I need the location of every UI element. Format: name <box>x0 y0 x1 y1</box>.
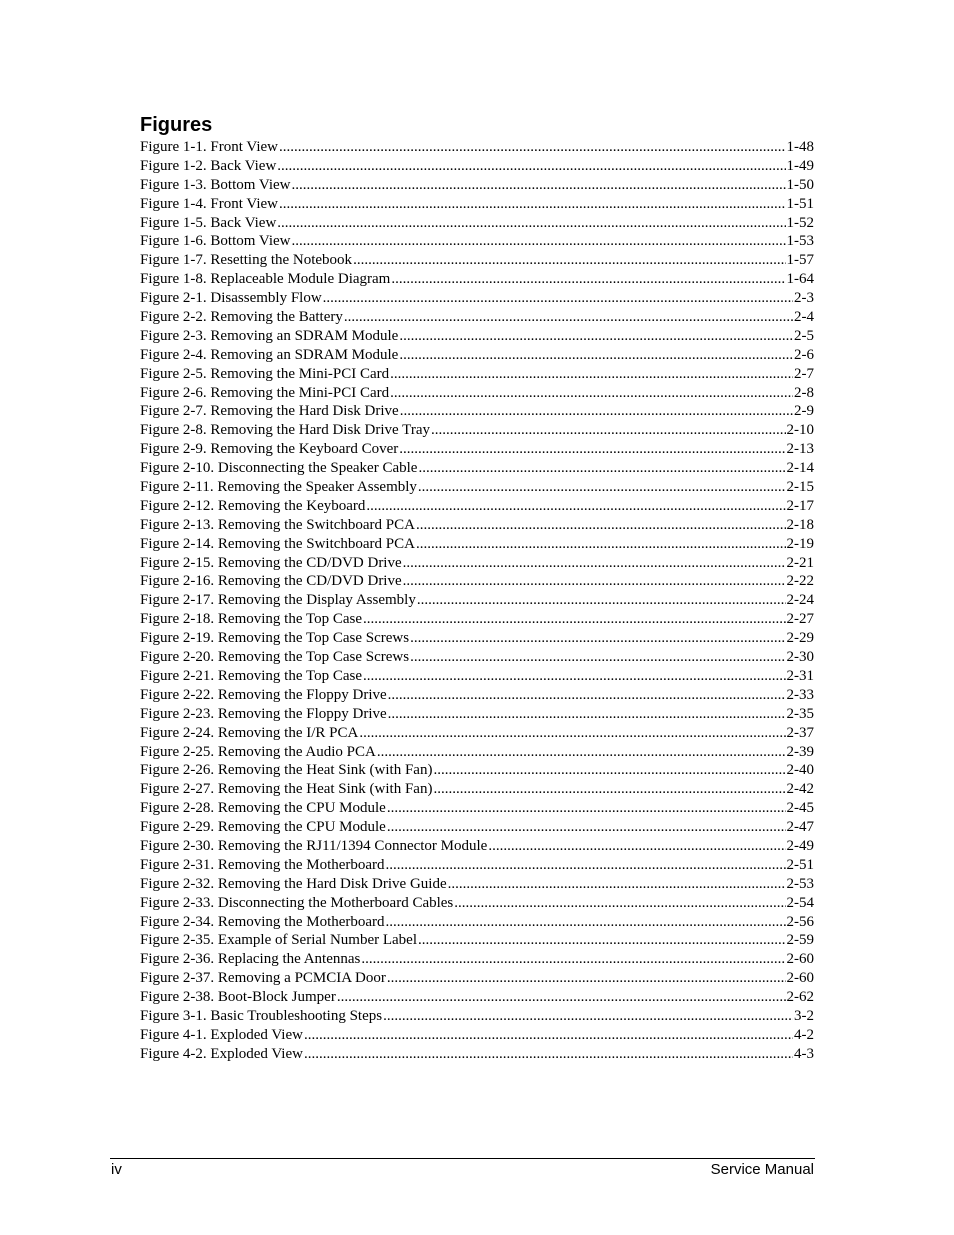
figure-entry-page: 2-59 <box>786 932 814 949</box>
figure-entry-page: 2-27 <box>786 611 814 628</box>
figure-entry[interactable] <box>140 214 814 233</box>
figure-entry[interactable] <box>140 402 814 421</box>
figure-entry[interactable] <box>140 421 814 440</box>
dot-leader <box>291 176 785 195</box>
figure-entry-page: 2-14 <box>786 460 814 477</box>
figure-entry-page: 2-9 <box>794 403 814 420</box>
figure-entry-label: Figure 1-3. Bottom View <box>140 176 291 193</box>
figure-entry-label: Figure 2-11. Removing the Speaker Assembly <box>140 479 417 496</box>
figure-entry-label: Figure 2-6. Removing the Mini-PCI Card <box>140 384 390 401</box>
figure-entry[interactable] <box>140 591 814 610</box>
figure-entry-label: Figure 2-14. Removing the Switchboard PCA <box>140 535 415 552</box>
footer-page-number: iv <box>111 1161 122 1178</box>
figure-entry-page: 4-2 <box>794 1026 814 1043</box>
figure-entry-label: Figure 2-4. Removing an SDRAM Module <box>140 346 399 363</box>
dot-leader <box>277 214 785 233</box>
dot-leader <box>387 799 786 818</box>
figure-entry[interactable] <box>140 459 814 478</box>
figure-entry-label: Figure 2-23. Removing the Floppy Drive <box>140 705 387 722</box>
dot-leader <box>353 251 785 270</box>
dot-leader <box>359 724 785 743</box>
figure-entry-page: 1-57 <box>786 252 814 269</box>
figure-entry-page: 2-54 <box>786 894 814 911</box>
figure-entry[interactable] <box>140 629 814 648</box>
figure-entry-label: Figure 2-30. Removing the RJ11/1394 Connector Module <box>140 837 488 854</box>
figure-entry[interactable] <box>140 1007 814 1026</box>
figure-entry-label: Figure 2-32. Removing the Hard Disk Drive Guide <box>140 875 447 892</box>
figure-entry-page: 3-2 <box>794 1007 814 1024</box>
figure-entry-page: 2-56 <box>786 913 814 930</box>
figure-entry[interactable] <box>140 648 814 667</box>
dot-leader <box>433 780 785 799</box>
figure-entry[interactable] <box>140 610 814 629</box>
figure-entry-label: Figure 2-10. Disconnecting the Speaker Cable <box>140 460 418 477</box>
figure-entry[interactable] <box>140 705 814 724</box>
figure-entry[interactable] <box>140 346 814 365</box>
figure-entry-label: Figure 2-24. Removing the I/R PCA <box>140 724 359 741</box>
figure-entry-page: 2-5 <box>794 327 814 344</box>
figure-entry[interactable] <box>140 931 814 950</box>
figure-entry[interactable] <box>140 572 814 591</box>
dot-leader <box>323 289 793 308</box>
figure-entry[interactable] <box>140 365 814 384</box>
figure-entry-label: Figure 1-4. Front View <box>140 195 278 212</box>
figure-entry-label: Figure 2-36. Replacing the Antennas <box>140 951 361 968</box>
figure-entry-page: 2-40 <box>786 762 814 779</box>
figure-entry-label: Figure 4-1. Exploded View <box>140 1026 303 1043</box>
figure-entry[interactable] <box>140 535 814 554</box>
dot-leader <box>279 195 786 214</box>
dot-leader <box>454 894 785 913</box>
dot-leader <box>431 421 786 440</box>
figure-entry-page: 2-51 <box>786 856 814 873</box>
figure-entry-page: 1-48 <box>786 139 814 155</box>
dot-leader <box>304 1045 793 1064</box>
figure-entry-label: Figure 2-9. Removing the Keyboard Cover <box>140 441 399 458</box>
figure-entry-page: 2-13 <box>786 441 814 458</box>
figure-entry-page: 2-4 <box>794 309 814 326</box>
figure-entry-label: Figure 2-15. Removing the CD/DVD Drive <box>140 554 402 571</box>
dot-leader <box>279 138 786 157</box>
figure-entry[interactable] <box>140 724 814 743</box>
figure-entry-label: Figure 2-28. Removing the CPU Module <box>140 800 386 817</box>
figure-entry-label: Figure 2-19. Removing the Top Case Screws <box>140 630 410 647</box>
dot-leader <box>363 667 786 686</box>
figure-list <box>140 138 814 1064</box>
figure-entry-page: 2-42 <box>786 781 814 798</box>
figure-entry-label: Figure 4-2. Exploded View <box>140 1045 303 1062</box>
dot-leader <box>337 988 786 1007</box>
figure-entry-page: 2-53 <box>786 875 814 892</box>
figure-entry[interactable] <box>140 913 814 932</box>
figure-entry[interactable] <box>140 969 814 988</box>
figure-entry-page: 2-8 <box>794 384 814 401</box>
dot-leader <box>448 875 786 894</box>
figure-entry-page: 2-37 <box>786 724 814 741</box>
figure-entry-label: Figure 2-34. Removing the Motherboard <box>140 913 385 930</box>
figure-entry[interactable] <box>140 138 814 157</box>
figure-entry-label: Figure 2-5. Removing the Mini-PCI Card <box>140 365 390 382</box>
figure-entry-page: 2-29 <box>786 630 814 647</box>
figure-entry[interactable] <box>140 384 814 403</box>
figure-entry[interactable] <box>140 270 814 289</box>
figure-entry[interactable] <box>140 837 814 856</box>
figure-entry-label: Figure 1-5. Back View <box>140 214 277 231</box>
figure-entry-label: Figure 2-16. Removing the CD/DVD Drive <box>140 573 402 590</box>
figure-entry-page: 1-51 <box>786 195 814 212</box>
dot-leader <box>390 384 793 403</box>
figure-entry[interactable] <box>140 875 814 894</box>
dot-leader <box>418 931 785 950</box>
dot-leader <box>388 705 786 724</box>
dot-leader <box>277 157 785 176</box>
figure-entry-page: 2-17 <box>786 497 814 514</box>
figure-entry-label: Figure 1-1. Front View <box>140 139 278 155</box>
figure-entry[interactable] <box>140 440 814 459</box>
figure-entry-label: Figure 2-33. Disconnecting the Motherboard Cables <box>140 894 454 911</box>
figure-entry-page: 2-47 <box>786 819 814 836</box>
figure-entry-label: Figure 2-7. Removing the Hard Disk Drive <box>140 403 399 420</box>
figure-entry-page: 2-7 <box>794 365 814 382</box>
figure-entry-label: Figure 2-20. Removing the Top Case Screws <box>140 649 410 666</box>
figure-entry[interactable] <box>140 686 814 705</box>
figure-entry[interactable] <box>140 497 814 516</box>
figure-entry-label: Figure 1-7. Resetting the Notebook <box>140 252 353 269</box>
figure-entry-page: 2-24 <box>786 592 814 609</box>
dot-leader <box>399 327 793 346</box>
dot-leader <box>383 1007 793 1026</box>
dot-leader <box>488 837 785 856</box>
dot-leader <box>386 856 786 875</box>
figure-entry-label: Figure 2-37. Removing a PCMCIA Door <box>140 970 386 987</box>
figure-entry[interactable] <box>140 950 814 969</box>
dot-leader <box>377 743 786 762</box>
figure-entry-label: Figure 2-38. Boot-Block Jumper <box>140 989 336 1006</box>
figure-entry[interactable] <box>140 856 814 875</box>
figure-entry-page: 1-49 <box>786 157 814 174</box>
figure-entry-label: Figure 2-17. Removing the Display Assembly <box>140 592 416 609</box>
figure-entry-label: Figure 2-27. Removing the Heat Sink (with Fan) <box>140 781 433 798</box>
dot-leader <box>410 648 785 667</box>
figure-entry-label: Figure 2-25. Removing the Audio PCA <box>140 743 376 760</box>
page-title: Figures <box>140 114 213 136</box>
dot-leader <box>410 629 785 648</box>
figure-entry-page: 2-31 <box>786 667 814 684</box>
figure-entry[interactable] <box>140 799 814 818</box>
dot-leader <box>390 365 793 384</box>
figure-entry[interactable] <box>140 195 814 214</box>
dot-leader <box>403 572 786 591</box>
figure-entry-page: 2-35 <box>786 705 814 722</box>
figure-entry-label: Figure 2-35. Example of Serial Number Label <box>140 932 418 949</box>
figure-entry[interactable] <box>140 1026 814 1045</box>
dot-leader <box>418 478 786 497</box>
figure-entry[interactable] <box>140 176 814 195</box>
dot-leader <box>387 969 786 988</box>
figure-entry-label: Figure 2-26. Removing the Heat Sink (with Fan) <box>140 762 433 779</box>
dot-leader <box>391 270 785 289</box>
figure-entry[interactable] <box>140 232 814 251</box>
figure-entry-page: 2-45 <box>786 800 814 817</box>
dot-leader <box>416 516 786 535</box>
figure-entry[interactable] <box>140 327 814 346</box>
figure-entry[interactable] <box>140 818 814 837</box>
figure-entry-label: Figure 3-1. Basic Troubleshooting Steps <box>140 1007 383 1024</box>
footer-document-title: Service Manual <box>710 1161 814 1178</box>
figure-entry-page: 2-21 <box>786 554 814 571</box>
figure-entry-page: 2-62 <box>786 989 814 1006</box>
figure-entry-page: 2-3 <box>794 290 814 307</box>
figure-entry-page: 2-33 <box>786 686 814 703</box>
figure-entry[interactable] <box>140 554 814 573</box>
figure-entry[interactable] <box>140 743 814 762</box>
figure-entry-page: 2-10 <box>786 422 814 439</box>
figure-entry-label: Figure 2-2. Removing the Battery <box>140 309 343 326</box>
figure-entry-page: 2-18 <box>786 516 814 533</box>
dot-leader <box>417 591 786 610</box>
figure-entry-label: Figure 2-1. Disassembly Flow <box>140 290 322 307</box>
figure-entry-page: 1-53 <box>786 233 814 250</box>
figure-entry-page: 2-39 <box>786 743 814 760</box>
dot-leader <box>433 761 785 780</box>
dot-leader <box>416 535 786 554</box>
footer-divider <box>110 1158 815 1159</box>
figure-entry-page: 2-22 <box>786 573 814 590</box>
figure-entry-page: 4-3 <box>794 1045 814 1062</box>
dot-leader <box>291 232 785 251</box>
dot-leader <box>366 497 785 516</box>
figure-entry-page: 2-60 <box>786 951 814 968</box>
dot-leader <box>387 818 786 837</box>
figure-entry[interactable] <box>140 761 814 780</box>
figure-entry-label: Figure 2-22. Removing the Floppy Drive <box>140 686 387 703</box>
figure-entry[interactable] <box>140 308 814 327</box>
figure-entry-label: Figure 2-18. Removing the Top Case <box>140 611 362 628</box>
figure-entry[interactable] <box>140 251 814 270</box>
dot-leader <box>363 610 786 629</box>
figure-entry-label: Figure 2-13. Removing the Switchboard PCA <box>140 516 415 533</box>
figure-entry-page: 2-30 <box>786 649 814 666</box>
dot-leader <box>388 686 786 705</box>
figure-entry-page: 2-60 <box>786 970 814 987</box>
figure-entry-label: Figure 2-21. Removing the Top Case <box>140 667 362 684</box>
dot-leader <box>400 402 793 421</box>
figure-entry-page: 1-50 <box>786 176 814 193</box>
figure-entry[interactable] <box>140 894 814 913</box>
figure-entry-page: 2-49 <box>786 837 814 854</box>
figure-entry-label: Figure 2-29. Removing the CPU Module <box>140 819 386 836</box>
dot-leader <box>361 950 785 969</box>
dot-leader <box>403 554 786 573</box>
figure-entry-label: Figure 1-8. Replaceable Module Diagram <box>140 271 391 288</box>
dot-leader <box>399 440 785 459</box>
figure-entry[interactable] <box>140 667 814 686</box>
dot-leader <box>418 459 785 478</box>
figure-entry[interactable] <box>140 1045 814 1064</box>
figure-entry[interactable] <box>140 780 814 799</box>
figure-entry[interactable] <box>140 988 814 1007</box>
figure-entry-label: Figure 1-2. Back View <box>140 157 277 174</box>
figure-entry-label: Figure 2-31. Removing the Motherboard <box>140 856 385 873</box>
figure-entry-page: 2-19 <box>786 535 814 552</box>
dot-leader <box>304 1026 793 1045</box>
figure-entry[interactable] <box>140 289 814 308</box>
figure-entry-page: 1-52 <box>786 214 814 231</box>
figure-entry-page: 2-15 <box>786 479 814 496</box>
figure-entry-label: Figure 1-6. Bottom View <box>140 233 291 250</box>
figure-entry-label: Figure 2-8. Removing the Hard Disk Drive Tray <box>140 422 430 439</box>
figure-entry[interactable] <box>140 516 814 535</box>
figure-entry-page: 1-64 <box>786 271 814 288</box>
figure-entry-page: 2-6 <box>794 346 814 363</box>
dot-leader <box>386 913 786 932</box>
figure-entry[interactable] <box>140 478 814 497</box>
figure-entry-label: Figure 2-3. Removing an SDRAM Module <box>140 327 399 344</box>
figure-entry-label: Figure 2-12. Removing the Keyboard <box>140 497 366 514</box>
figure-entry[interactable] <box>140 157 814 176</box>
dot-leader <box>344 308 793 327</box>
dot-leader <box>399 346 793 365</box>
